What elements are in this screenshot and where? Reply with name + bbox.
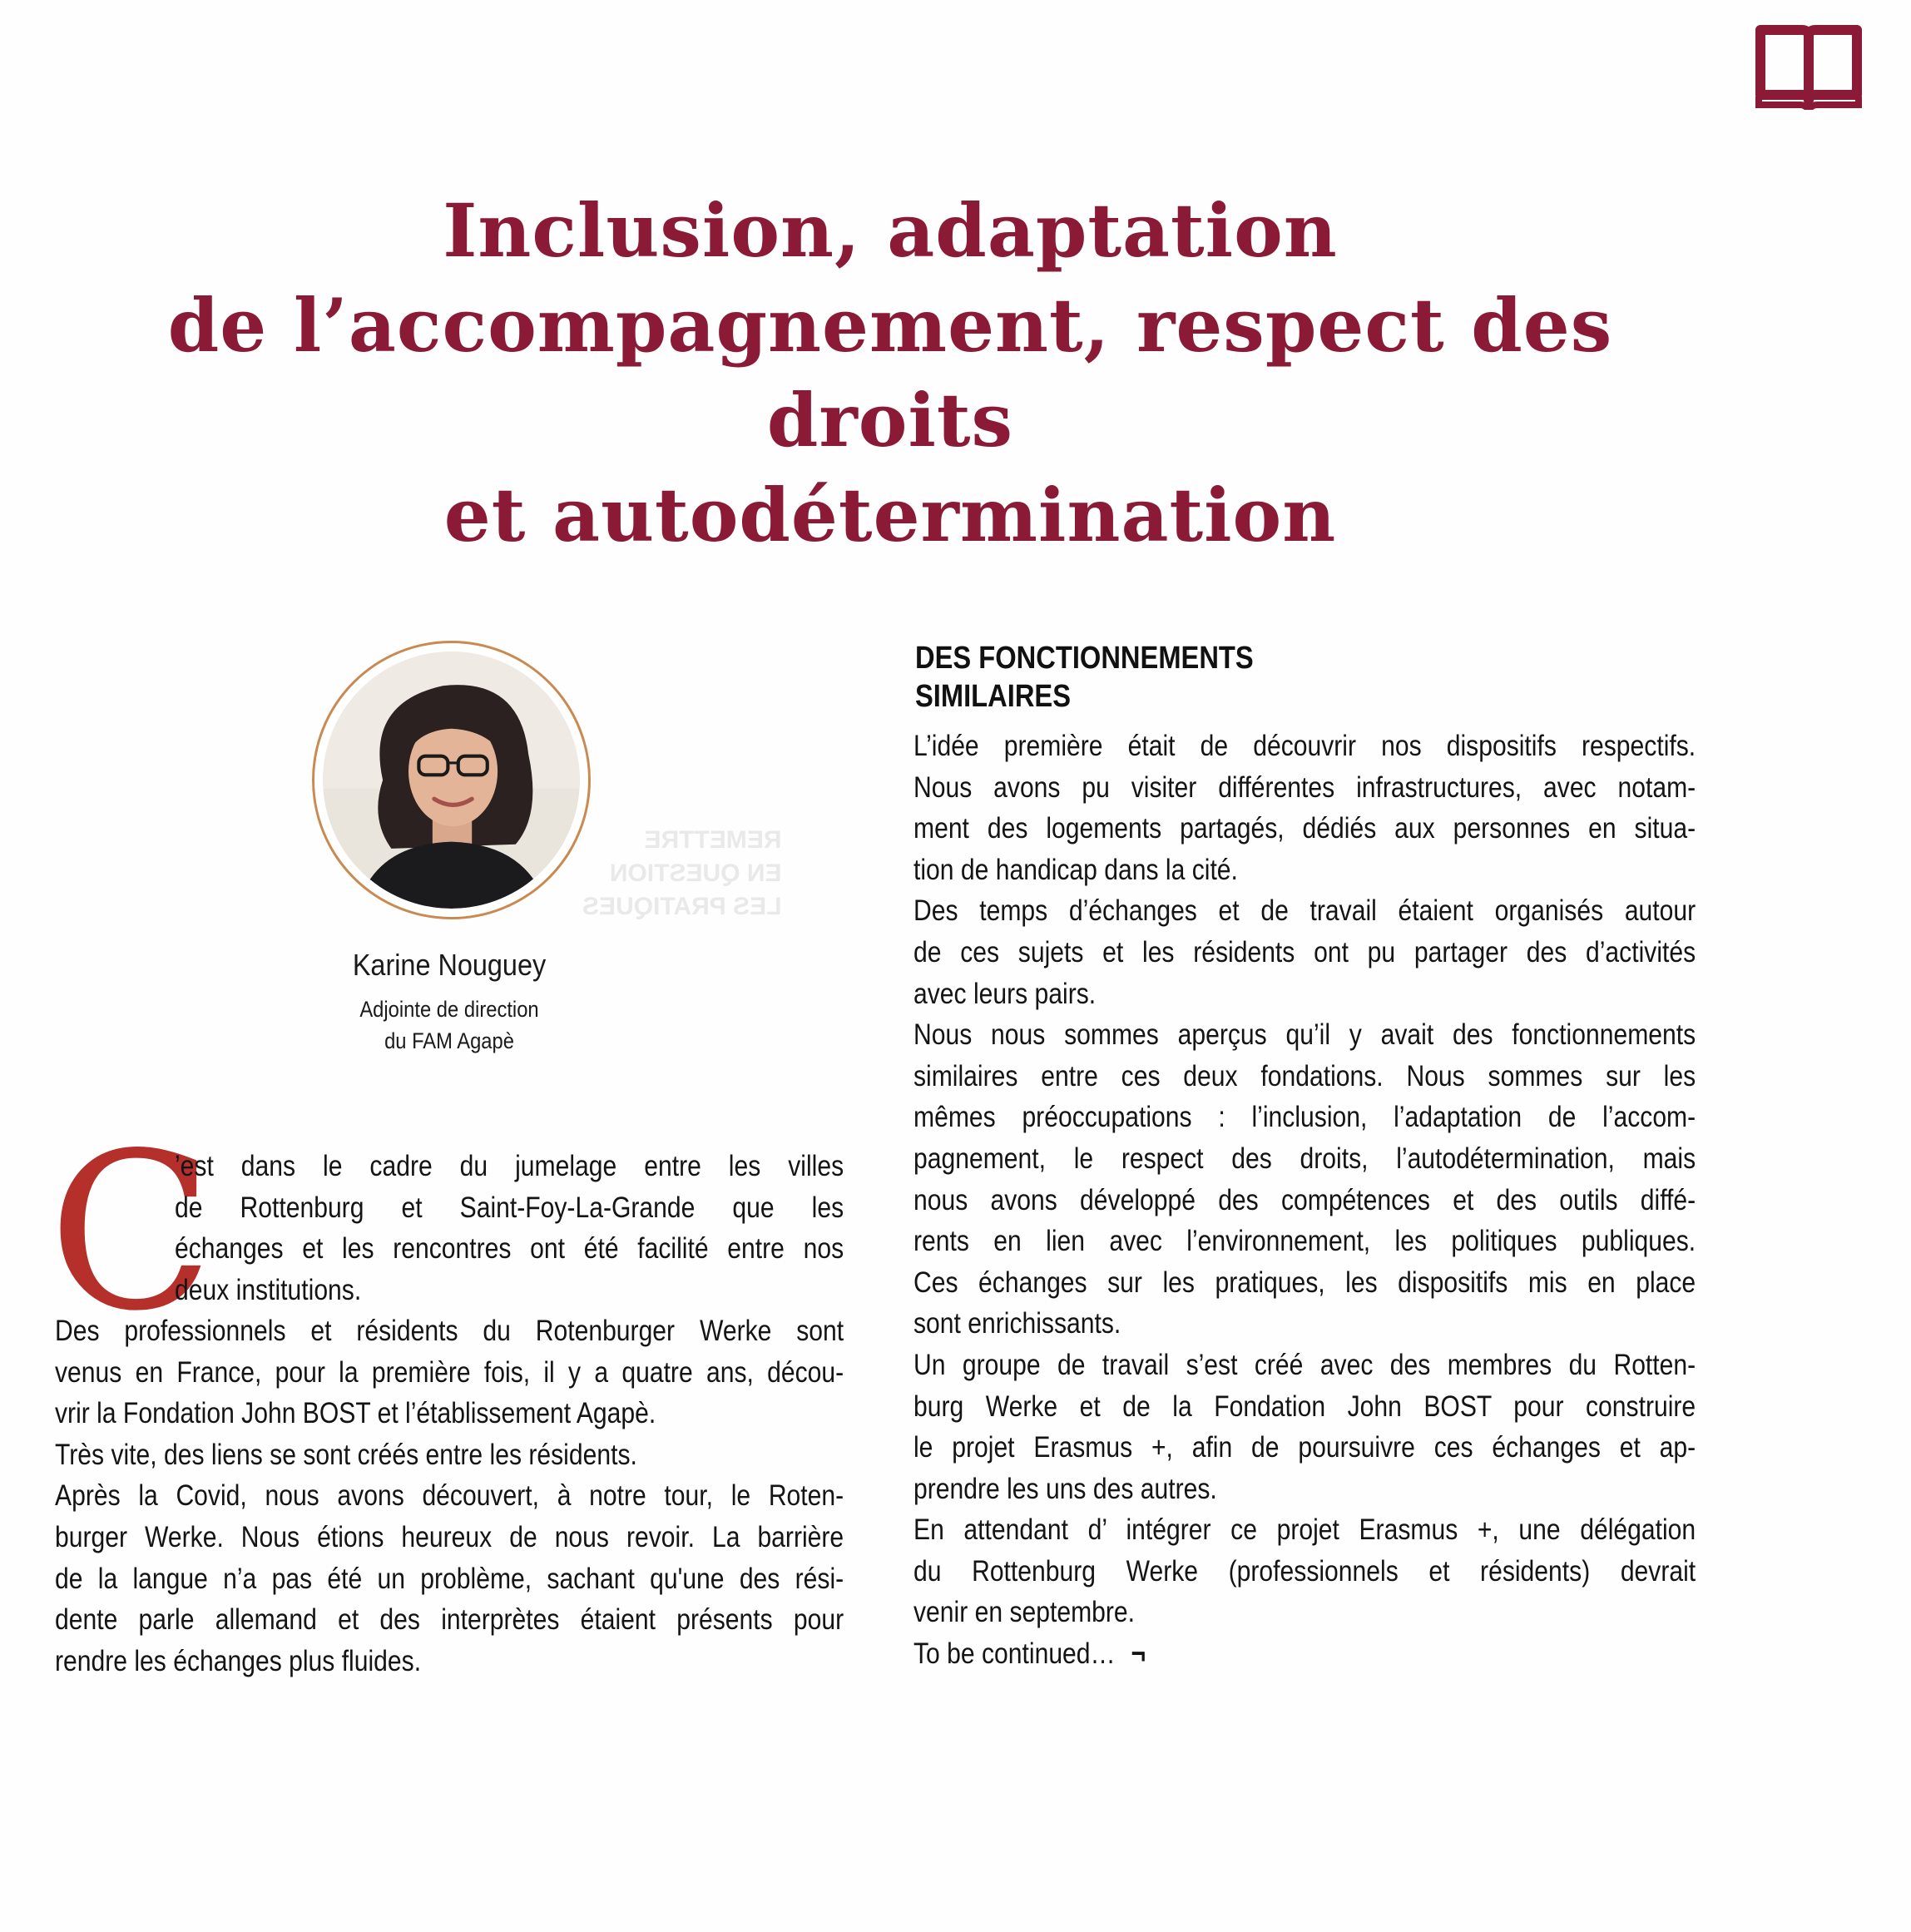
text-line: Ces échanges sur les pratiques, les dispositifs mis en place: [913, 1266, 1696, 1299]
text-line: tion de handicap dans la cité.: [913, 853, 1238, 886]
text-line: deux institutions.: [175, 1273, 362, 1306]
text-line: nous avons développé des compétences et des outils diffé-: [913, 1183, 1696, 1216]
text-line: venir en septembre.: [913, 1596, 1136, 1629]
left-column-body: [55, 1310, 844, 1682]
text-line: prendre les uns des autres.: [913, 1472, 1217, 1505]
text-line: ’est dans le cadre du jumelage entre les villes: [175, 1150, 844, 1182]
text-line: dente parle allemand et des interprètes étaient présents pour: [55, 1603, 844, 1637]
text-line: venus en France, pour la première fois, il y a quatre ans, décou-: [55, 1355, 844, 1389]
intro-paragraph: [175, 1146, 844, 1310]
closing-text: To be continued…: [913, 1637, 1116, 1671]
text-line: de Rottenburg et Saint-Foy-La-Grande que les: [175, 1191, 844, 1224]
text-line: Des professionnels et résidents du Rotenburger Werke sont: [55, 1315, 844, 1347]
text-line: Très vite, des liens se sont créés entre les résidents.: [55, 1438, 637, 1471]
end-of-article-mark: ¬: [1131, 1637, 1146, 1671]
text-line: L’idée première était de découvrir nos dispositifs respectifs.: [913, 730, 1696, 762]
author-role: [274, 993, 625, 1057]
text-line: Un groupe de travail s’est créé avec des membres du Rotten-: [913, 1348, 1696, 1381]
text-line: de la langue n’a pas été un problème, sachant qu'une des rési-: [55, 1562, 844, 1595]
text-line: Nous avons pu visiter différentes infrastructures, avec notam-: [913, 770, 1696, 804]
text-line: similaires entre ces deux fondations. Nous sommes sur les: [913, 1059, 1696, 1092]
text-line: avec leurs pairs.: [913, 977, 1097, 1010]
author-name: Karine Nouguey: [352, 948, 547, 982]
section-heading: [915, 639, 1254, 716]
text-line: vrir la Fondation John BOST et l’établissement Agapè.: [55, 1397, 656, 1430]
title-line: de l’accompagnement, respect des droits: [167, 282, 1613, 463]
text-line: rendre les échanges plus fluides.: [55, 1644, 422, 1677]
text-line: En attendant d’ intégrer ce projet Erasmus +, une délégation: [913, 1513, 1696, 1547]
text-line: de ces sujets et les résidents ont pu partager des d’activités: [913, 935, 1696, 968]
text-line: Des temps d’échanges et de travail étaient organisés autour: [913, 894, 1696, 928]
heading-line: SIMILAIRES: [915, 679, 1072, 714]
text-line: du Rottenburg Werke (professionnels et résidents) devrait: [913, 1554, 1696, 1588]
drop-cap: C: [48, 1107, 214, 1359]
open-book-icon: [1754, 23, 1864, 110]
author-portrait: [312, 641, 591, 919]
title-line: et autodétermination: [443, 472, 1337, 558]
text-line: ment des logements partagés, dédiés aux personnes en situa-: [913, 812, 1696, 845]
article-title: [50, 183, 1730, 562]
bleed-through-text: REMETTRE EN QUESTION LES PRATIQUES: [582, 826, 782, 920]
text-line: sont enrichissants.: [913, 1307, 1121, 1340]
text-line: burg Werke et de la Fondation John BOST pour construire: [913, 1390, 1696, 1423]
avatar: [323, 651, 580, 909]
text-line: mêmes préoccupations : l’inclusion, l’adaptation de l’accom-: [913, 1101, 1696, 1134]
role-line: Adjointe de direction: [359, 997, 539, 1022]
text-line: Après la Covid, nous avons découvert, à notre tour, le Roten-: [55, 1479, 844, 1513]
text-line: échanges et les rencontres ont été facilité entre nos: [175, 1232, 844, 1266]
closing-line: [913, 1633, 1696, 1675]
text-line: le projet Erasmus +, afin de poursuivre ces échanges et ap-: [913, 1431, 1696, 1464]
right-column-body: [913, 726, 1696, 1675]
heading-line: DES FONCTIONNEMENTS: [915, 641, 1254, 676]
role-line: du FAM Agapè: [384, 1028, 514, 1053]
text-line: pagnement, le respect des droits, l’autodétermination, mais: [913, 1142, 1696, 1175]
text-line: burger Werke. Nous étions heureux de nous revoir. La barrière: [55, 1520, 844, 1553]
text-line: rents en lien avec l’environnement, les politiques publiques.: [913, 1225, 1696, 1258]
text-line: Nous nous sommes aperçus qu’il y avait des fonctionnements: [913, 1018, 1696, 1052]
title-line: Inclusion, adaptation: [443, 187, 1338, 274]
